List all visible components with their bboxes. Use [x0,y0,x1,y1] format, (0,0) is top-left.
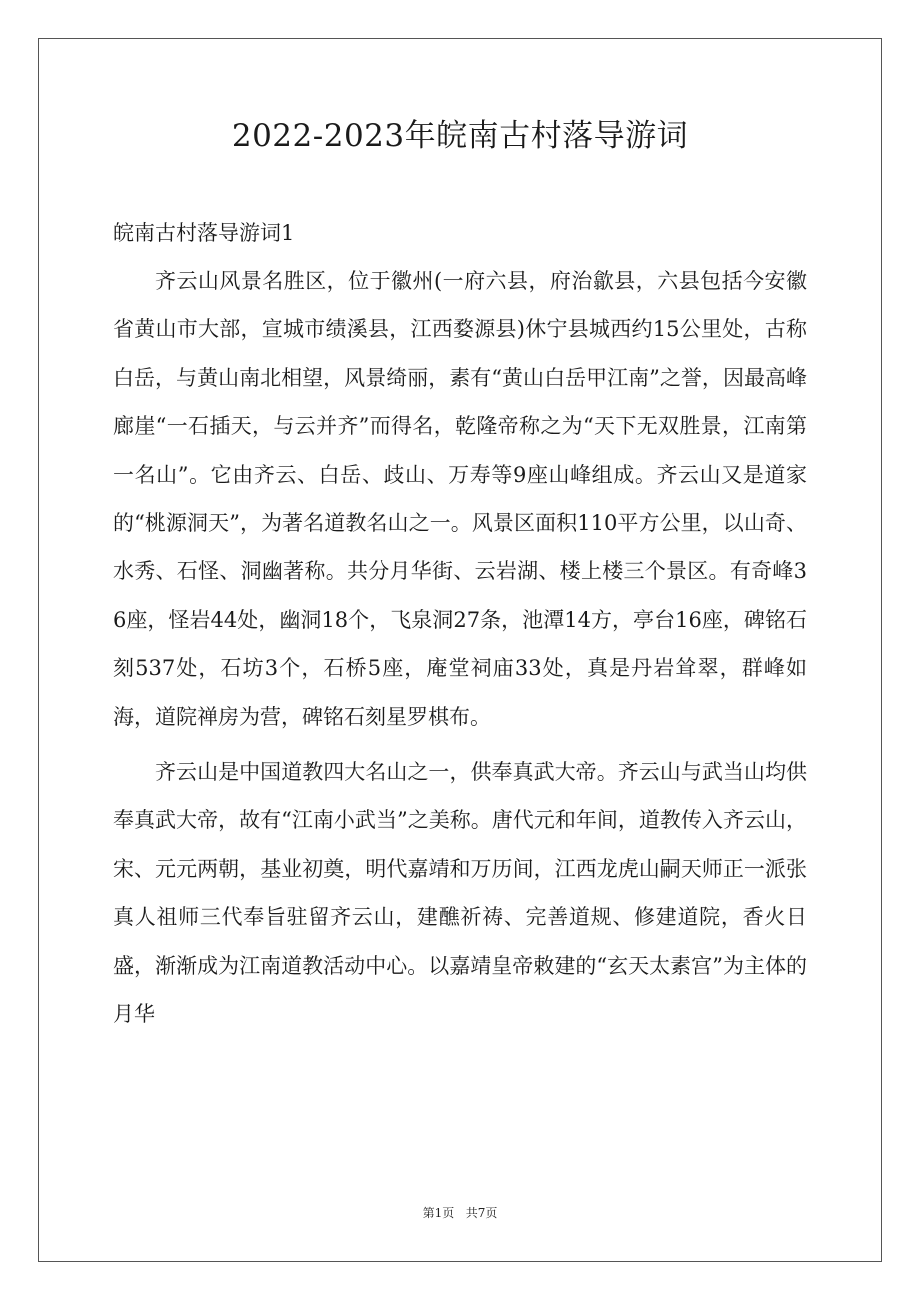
document-body [113,209,807,1039]
paragraph-2: 齐云山是中国道教四大名山之一，供奉真武大帝。齐云山与武当山均供奉真武大帝，故有“江南小武当”之美称。唐代元和年间，道教传入齐云山，宋、元元两朝，基业初奠，明代嘉靖和万历间，江西龙虎山嗣天师正一派张真人祖师三代奉旨驻留齐云山，建醮祈祷、完善道规、修建道院，香火日盛，渐渐成为江南道教活动中心。以嘉靖皇帝敕建的“玄天太素宫”为主体的月华 [113,760,807,1027]
document-title: 2022-2023年皖南古村落导游词 [231,118,689,154]
section-heading: 皖南古村落导游词1 [113,221,295,245]
paragraph-1: 齐云山风景名胜区，位于徽州(一府六县，府治歙县，六县包括今安徽省黄山市大部，宣城市绩溪县，江西婺源县)休宁县城西约15公里处，古称白岳，与黄山南北相望，风景绮丽，素有“黄山白岳甲江南”之誉，因最高峰廊崖“一石插天，与云并齐”而得名，乾隆帝称之为“天下无双胜景，江南第一名山”。它由齐云、白岳、歧山、万寿等9座山峰组成。齐云山又是道家的“桃源洞天”，为著名道教名山之一。风景区面积110平方公里，以山奇、水秀、石怪、洞幽著称。共分月华街、云岩湖、楼上楼三个景区。有奇峰36座，怪岩44处，幽洞18个，飞泉洞27条，池潭14方，亭台16座，碑铭石刻537处，石坊3个，石桥5座，庵堂祠庙33处，真是丹岩耸翠，群峰如海，道院禅房为营，碑铭石刻星罗棋布。 [113,269,807,729]
page-footer: 第1页 共7页 [422,1206,498,1220]
